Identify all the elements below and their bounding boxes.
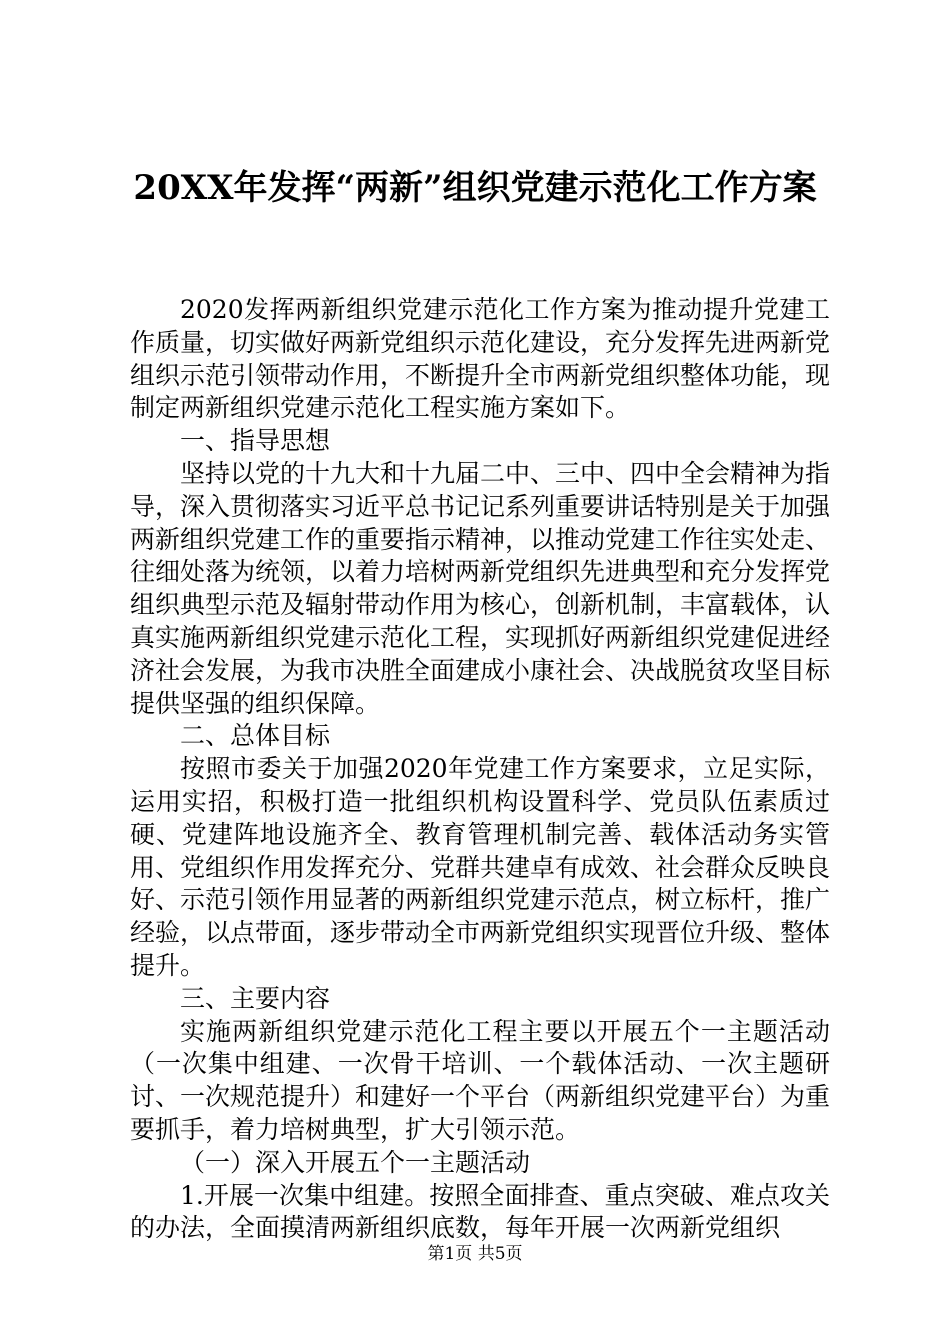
paragraph-guiding-ideology: 坚持以党的十九大和十九届二中、三中、四中全会精神为指导，深入贯彻落实习近平总书记记系列重要讲话特别是关于加强两新组织党建工作的重要指示精神，以推动党建工作往实处走、往细处落为统领，以着力培树两新党组织先进典型和充分发挥党组织典型示范及辐射带动作用为核心，创新机制，丰富载体，认真实施两新组织党建示范化工程，实现抓好两新组织党建促进经济社会发展，为我市决胜全面建成小康社会、决战脱贫攻坚目标提供坚强的组织保障。 [130,458,831,718]
paragraph-item-1: 1.开展一次集中组建。按照全面排查、重点突破、难点攻关的办法，全面摸清两新组织底数，每年开展一次两新党组织 [130,1180,830,1243]
subsection-heading-five-ones: （一）深入开展五个一主题活动 [180,1147,531,1177]
section-heading-main-content: 三、主要内容 [180,983,331,1013]
document-title: 20XX年发挥“两新”组织党建示范化工作方案 [133,168,817,208]
document-body [130,294,830,1245]
section-heading-guiding-ideology: 一、指导思想 [180,426,331,456]
paragraph-main-content: 实施两新组织党建示范化工程主要以开展五个一主题活动（一次集中组建、一次骨干培训、一个载体活动、一次主题研讨、一次规范提升）和建好一个平台（两新组织党建平台）为重要抓手，着力培树典型，扩大引领示范。 [130,1016,831,1144]
paragraph-intro: 2020发挥两新组织党建示范化工作方案为推动提升党建工作质量，切实做好两新党组织示范化建设，充分发挥先进两新党组织示范引领带动作用，不断提升全市两新党组织整体功能，现制定两新组织党建示范化工程实施方案如下。 [130,295,831,423]
paragraph-overall-goal: 按照市委关于加强2020年党建工作方案要求，立足实际，运用实招，积极打造一批组织机构设置科学、党员队伍素质过硬、党建阵地设施齐全、教育管理机制完善、载体活动务实管用、党组织作用发挥充分、党群共建卓有成效、社会群众反映良好、示范引领作用显著的两新组织党建示范点，树立标杆，推广经验，以点带面，逐步带动全市两新党组织实现晋位升级、整体提升。 [130,754,831,980]
page-number-footer: 第1页 共5页 [427,1244,523,1264]
section-heading-overall-goal: 二、总体目标 [180,721,331,751]
